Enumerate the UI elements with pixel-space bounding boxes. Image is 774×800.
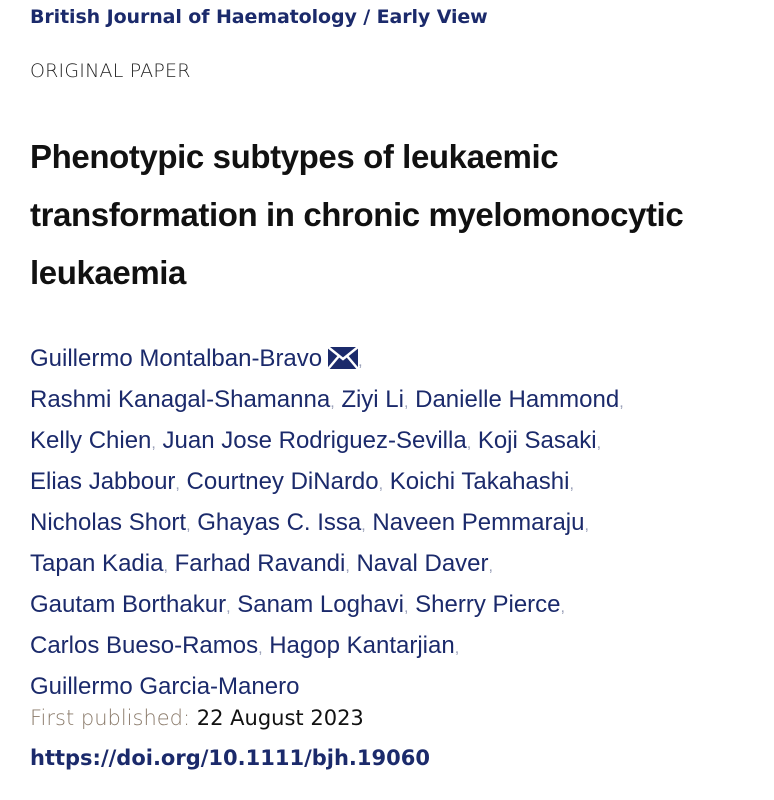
separator: , <box>488 558 493 575</box>
author-link[interactable]: Ziyi Li <box>341 386 404 413</box>
separator: , <box>454 640 460 657</box>
author-link[interactable]: Nicholas Short <box>30 509 187 536</box>
author-link[interactable]: Koji Sasaki <box>477 427 597 454</box>
journal-breadcrumb-link[interactable]: British Journal of Haematology / Early View <box>30 6 488 28</box>
author-line <box>30 627 750 668</box>
author-line <box>30 340 750 381</box>
author-link[interactable]: Koichi Takahashi <box>389 468 570 495</box>
author-link[interactable]: Elias Jabbour <box>30 468 176 495</box>
author-link[interactable]: Danielle Hammond <box>415 386 620 413</box>
first-published-label: First published: <box>30 706 191 730</box>
title-line: Phenotypic subtypes of leukaemic <box>30 138 559 175</box>
separator: , <box>163 558 168 575</box>
separator: , <box>378 476 384 493</box>
separator: , <box>404 599 409 616</box>
separator: , <box>560 599 565 616</box>
author-line <box>30 463 750 504</box>
doi-link[interactable]: https://doi.org/10.1111/bjh.19060 <box>30 746 430 770</box>
author-link[interactable]: Gautam Borthakur <box>30 591 227 618</box>
author-line <box>30 668 750 706</box>
separator: , <box>619 394 624 411</box>
author-link[interactable]: Ghayas C. Issa <box>197 509 362 536</box>
author-line <box>30 586 750 627</box>
author-link[interactable]: Naval Daver <box>356 550 489 577</box>
author-link[interactable]: Sanam Loghavi <box>237 591 404 618</box>
author-link[interactable]: Rashmi Kanagal-Shamanna <box>30 386 331 413</box>
article-title <box>30 128 760 302</box>
author-link[interactable]: Naveen Pemmaraju <box>372 509 585 536</box>
separator: , <box>258 640 263 657</box>
author-line <box>30 381 750 422</box>
publication-date <box>30 706 364 730</box>
separator: , <box>226 599 231 616</box>
separator: , <box>330 394 335 411</box>
separator: , <box>584 517 589 534</box>
author-link[interactable]: Juan Jose Rodriguez-Sevilla <box>162 427 467 454</box>
separator: , <box>361 517 366 534</box>
separator: , <box>466 435 472 452</box>
author-link[interactable]: Farhad Ravandi <box>174 550 346 577</box>
separator: , <box>175 476 180 493</box>
author-list <box>30 340 750 706</box>
separator: , <box>186 517 191 534</box>
author-link[interactable]: Hagop Kantarjian <box>269 632 455 659</box>
author-link[interactable]: Guillermo Montalban-Bravo <box>30 345 323 372</box>
separator: , <box>345 558 350 575</box>
author-link[interactable]: Tapan Kadia <box>30 550 164 577</box>
author-line <box>30 504 750 545</box>
separator: , <box>596 435 602 452</box>
author-line <box>30 545 750 586</box>
separator: , <box>569 476 574 493</box>
separator: , <box>358 353 363 370</box>
envelope-icon[interactable] <box>328 343 358 365</box>
author-link[interactable]: Guillermo Garcia-Manero <box>30 673 300 700</box>
author-line <box>30 422 750 463</box>
author-link[interactable]: Kelly Chien <box>30 427 152 454</box>
author-link[interactable]: Sherry Pierce <box>415 591 561 618</box>
author-link[interactable]: Courtney DiNardo <box>186 468 379 495</box>
separator: , <box>403 394 409 411</box>
first-published-date: 22 August 2023 <box>196 706 364 730</box>
separator: , <box>151 435 156 452</box>
author-link[interactable]: Carlos Bueso-Ramos <box>30 632 259 659</box>
title-line: transformation in chronic myelomonocytic <box>30 196 684 233</box>
article-type-label: ORIGINAL PAPER <box>30 60 191 82</box>
title-line: leukaemia <box>30 254 187 291</box>
